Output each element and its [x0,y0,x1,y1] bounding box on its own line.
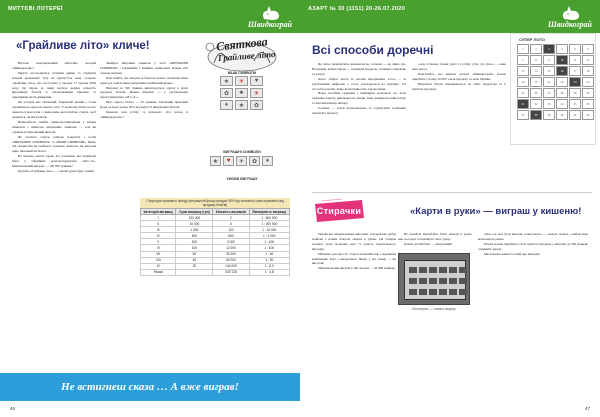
lotto-cell: 16 [556,66,568,76]
table-cell: 3 000 [213,239,249,245]
lotto-cell: 31 [517,99,529,109]
paragraph: Вітаємо шанувальників миттєвих лотерей «Швидкограй»! [12,61,96,70]
table-cell: VII [141,251,176,257]
brand-name: Швидкограй [547,20,592,29]
table-cell: 20 [176,263,213,269]
column-header: Ймовірність виграшу [249,209,289,215]
lotto-cell: 22 [556,77,568,87]
lotto-cell: 41 [569,110,581,120]
bottom-col-2 [398,232,472,247]
paragraph: Білети можна придбати у всіх пунктах продажу, а виграші до 500 гривень отримати одразу. [478,241,588,251]
paragraph: На виграш мають право всі учасники, які придбали білет у офіційних розповсюджувачів «М.С.Л.». Максимальний виграш — 100 000 гривень! [12,154,96,169]
footer-slogan-band [0,373,300,401]
lotto-cell: 28 [556,88,568,98]
lotto-cell: 34 [556,99,568,109]
symbol-cell: ♥ [223,156,234,166]
draw-machine-photo [398,253,470,305]
article-col-2 [100,61,188,120]
symbol-cell: ★ [235,100,248,110]
machine-row [409,267,467,273]
column-header: Категорія виграшу [141,209,176,215]
brand-name: Швидкограй [247,20,292,29]
table-cell: 144 000 [213,263,249,269]
paragraph: Мрієте насолодитися теплими днями та отримати яскраві враження? Тоді не пропустіть нову лотерею «Грайливе літо», що поступила у продаж 17 червня 2020 року. Це тираж А, який налічує велику кількість виграшних білетів із гарантованими призами та приємними несподіванками. [12,70,96,100]
paragraph: Кожен третій білет — виграшний! [404,241,453,246]
ticket-subtitle: Грайливе літо [217,49,276,63]
table-cell: 100 000 [176,215,213,221]
paragraph: Як гратися: стерти захисне покриття з полів «ВИГРАШНІ СИМВОЛИ» та «ВАШІ СИМВОЛИ». Якщо під покриттям ви знайдете однакові символи, ви виграли приз, вказаний на білеті. [12,134,96,154]
lotto-cell: 1 [517,44,529,54]
winning-symbols-grid [210,156,273,166]
table-cell: 1 : 20 [249,257,289,263]
table-cell: II [141,221,176,227]
symbol-cell: ✿ [220,88,233,98]
paragraph: Бажаємо вам успіху та яскравого літа разом зі «Швидкограєм»! [100,110,188,119]
brand-logo [226,5,296,29]
table-cell: VI [141,245,176,251]
lotto-cell: 14 [530,66,542,76]
lotto-card-header: СУПЕР ЛОТО [519,37,546,42]
lotto-cell: 19 [517,77,529,87]
lotto-cell: 15 [543,66,555,76]
table-cell: VIII [141,257,176,263]
table-cell: 2 [213,215,249,221]
issue-tag: АЗАРТ № 30 (1151) 20-26.07.2020 [308,6,406,12]
lotto-card [510,33,596,145]
stirachky-badge [312,198,366,224]
paragraph: Купуйте «Грайливе літо» — і нехай удача буде з вами! [18,168,95,173]
lotto-cell: 6 [582,44,594,54]
table-cell: III [141,227,176,233]
lotto-cell: 21 [543,77,555,87]
badge-label: Стирачки [316,206,362,216]
lotto-cell: 20 [530,77,542,87]
paragraph: Механіка гри проста: стерти захисний шар і порівняти комбінацію карт з виграшною. Якщо у вас покер — ви виграли! [312,251,396,266]
lotto-cell: 18 [582,66,594,76]
symbol-cell: ☀ [250,88,263,98]
column-header: Кількість виграшів [213,209,249,215]
table-cell: I [141,215,176,221]
lotto-cell: 37 [517,110,529,120]
prize-table [140,208,290,276]
lotto-cell: 10 [556,55,568,65]
ticket-title: Святкова [215,34,269,54]
lotto-cell: 30 [582,88,594,98]
table-cell: 1 000 [176,227,213,233]
article-col-2 [412,62,506,91]
column-header: Сума виграшу (грн) [176,209,213,215]
left-header [0,0,300,33]
table-cell: V [141,239,176,245]
table-cell: 1 : 10 000 [249,227,289,233]
lotto-cell: 5 [569,44,581,54]
table-cell: 1 : 2 000 [249,233,289,239]
lotto-cell: 26 [530,88,542,98]
lotto-cell: 9 [543,55,555,65]
table-cell: 1 : 400 [249,239,289,245]
symbol-cell: ♦ [262,156,273,166]
paragraph: Пам’ятайте, що виграш за білетом можна отримати лише один раз, навіть якщо виграшних комбінацій кілька. [100,75,188,85]
table-cell: 1 : 100 [249,245,289,251]
table-cell: 1 : 200 000 [249,221,289,227]
paragraph: Українські шанувальники миттєвих лотерей вже добре знайомі з новим білетом «Карти в руки». Ця лотерея поєднує азарт гральних карт та радість гарантованого виграшу. [312,232,396,251]
paragraph: Пам’ятайте, що квитки лотереї «Швидкограй» можна придбати у понад 10 000 точок продажу по всій Україні. [412,71,506,81]
paragraph: Намагайтеся знайти символи-співпадіння у ваших символах і символах виграшних символів — тоді ви отримаєте відповідний виграш. [12,119,96,134]
paragraph: Виграшні білети перевіряються на сайті оператора та в пунктах продажу. [412,81,506,91]
paragraph: Максимальний виграш у цій лотереї — 50 000 гривень. [318,266,396,271]
lotto-cell: 13 [517,66,529,76]
bottom-col-1 [312,232,396,271]
table-cell [176,269,213,275]
paragraph: Не чекайте! Придбайте білет «Карти в руки» вже сьогодні та перевірте свою удачу. [398,232,472,241]
table-cell: 60 000 [213,257,249,263]
page-number: 47 [584,406,590,411]
article-col-1 [312,62,406,116]
symbol-cell: ✿ [249,156,260,166]
photo-caption: Лототрон — символ азарту [412,307,456,311]
table-cell: 120 [213,227,249,233]
table-cell: 1 : 600 000 [249,215,289,221]
paragraph: Ми чекаємо ваших історій про виграші! [484,251,541,256]
lotto-cell: 11 [569,55,581,65]
symbol-cell: ♦ [220,100,233,110]
symbol-cell: ♥ [250,76,263,86]
table-cell: 600 [213,233,249,239]
page-title: Всі способи доречні [312,43,434,57]
lottery-ticket [194,33,289,133]
lotto-cell: 33 [543,99,555,109]
table-cell: 1 : 8,3 [249,263,289,269]
lotto-number-grid [517,44,594,120]
table-cell: 500 [176,233,213,239]
table-cell: 200 [176,239,213,245]
lotto-cell: 27 [543,88,555,98]
lotto-cell: 2 [530,44,542,54]
table-cell: IX [141,263,176,269]
lotto-cell: 25 [517,88,529,98]
right-page [300,0,600,417]
winning-symbols-label: ВИГРАШНІ СИМВОЛИ [223,150,261,154]
lotto-cell: 12 [582,55,594,65]
paragraph: Наша постійна гравчиня з Київщини розповіла, що вона заповнює картку, дивлячись на хмари. Інші довіряють комп’ютеру та автоматичному вибору. [312,91,406,106]
table-cell: 1 : 40 [249,251,289,257]
machine-row [409,278,467,284]
table-cell: Разом [141,269,176,275]
paragraph: Головне — грати відповідально та отримувати позитивні емоції від процесу. [312,106,406,116]
symbol-cell: ☀ [235,76,248,86]
bottom-col-3 [478,232,588,257]
symbol-cell: ★ [210,156,221,166]
your-symbols-label: ВАШІ СИМВОЛИ [227,71,257,75]
right-header [300,0,600,33]
paragraph: «Але я бажаю тільки удачі та успіху усім, хто грає» — каже наш читач. [412,62,506,71]
footer-slogan: Не встигнеш сказа … А вже виграв! [61,381,239,393]
divider [312,192,592,193]
symbol-cell: ☀ [236,156,247,166]
paragraph: Як легко помилитися, вважаючи що лотерея — це лише гра. Насправді, кожен тираж — справжня подорож, сповнена очікувань та азарту. [312,62,406,76]
lotto-cell: 24 [582,77,594,87]
symbol-cell: ✿ [250,100,263,110]
paragraph: «Ось-ось має бути виграш, пощастить!» — кажуть гравці, і найчастіше вони мають рацію. [478,232,588,241]
section-title: «Карти в руки» — виграш у кишеню! [410,206,582,217]
brand-logo [526,5,596,29]
lotto-cell: 29 [569,88,581,98]
prize-table-caption: Структура призового фонду (виграшний фонд складає 50% від загальної суми отриманої від продажу білетів) [140,198,290,208]
table-cell: 6 [213,221,249,227]
table-cell: 50 [176,251,213,257]
lotto-cell: 8 [530,55,542,65]
machine-row [409,289,467,295]
paragraph: Дехто обирає числа за датами народження, хтось — за улюбленими цифрами, а хтось покладається на інтуїцію. Усі способи доречні, якщо вони приносять задоволення. [312,76,406,91]
rabbit-icon [260,5,282,21]
table-cell: 10 000 [176,221,213,227]
page-title: «Грайливе літо» кличе! [16,40,150,52]
lotto-cell: 36 [582,99,594,109]
lotto-cell: 4 [556,44,568,54]
lotto-cell: 7 [517,55,529,65]
paragraph: Знайдіть виграшні символи у полі «ВИГРАШНІ СИМВОЛИ» і порівняйте з вашими символами. Кожен збіг означає виграш. [100,61,188,75]
rabbit-icon [560,5,582,21]
lotto-cell: 40 [556,110,568,120]
table-cell: IV [141,233,176,239]
section-tag: МИТТЄВІ ЛОТЕРЕЇ [8,6,63,12]
prize-table-body [141,215,290,276]
machine-panel [404,260,466,300]
symbol-cell: ★ [220,76,233,86]
table-cell: 249 728 [213,269,249,275]
table-row [141,269,290,275]
lotto-cell: 17 [569,66,581,76]
page-number: 46 [10,406,16,411]
lotto-cell: 23 [569,77,581,87]
symbol-cell: ♣ [235,88,248,98]
lotto-cell: 38 [530,110,542,120]
lotto-cell: 39 [543,110,555,120]
article-col-1 [12,61,96,174]
lotto-cell: 3 [543,44,555,54]
lotto-cell: 32 [530,99,542,109]
paragraph: Ця лотерея має святковий, барвистий дизайн і стане справжньою окрасою вашого літа. У кожному білеті на вас чекають ігрові поля з символами, які потрібно стерти, щоб дізнатися, чи виграли ви. [12,100,96,119]
paragraph: Ціна одного білета — 20 гривень. Загальний призовий фонд складає понад 50% від вартості випущених білетів. [100,100,188,110]
your-symbols-grid [220,76,263,110]
table-cell: 40 [176,257,213,263]
table-cell: 1 : 4,8 [249,269,289,275]
table-cell: 100 [176,245,213,251]
lotto-cell: 35 [569,99,581,109]
table-cell: 30 000 [213,251,249,257]
win-conditions-label: УМОВИ ВИГРАШУ [226,177,258,181]
table-cell: 12 000 [213,245,249,251]
paragraph: Виграші до 500 гривень виплачуються одразу в місці продажу білетів. Більші виграші — у регіональних представництвах «М.С.Л.». [100,85,188,100]
lotto-cell: 42 [582,110,594,120]
